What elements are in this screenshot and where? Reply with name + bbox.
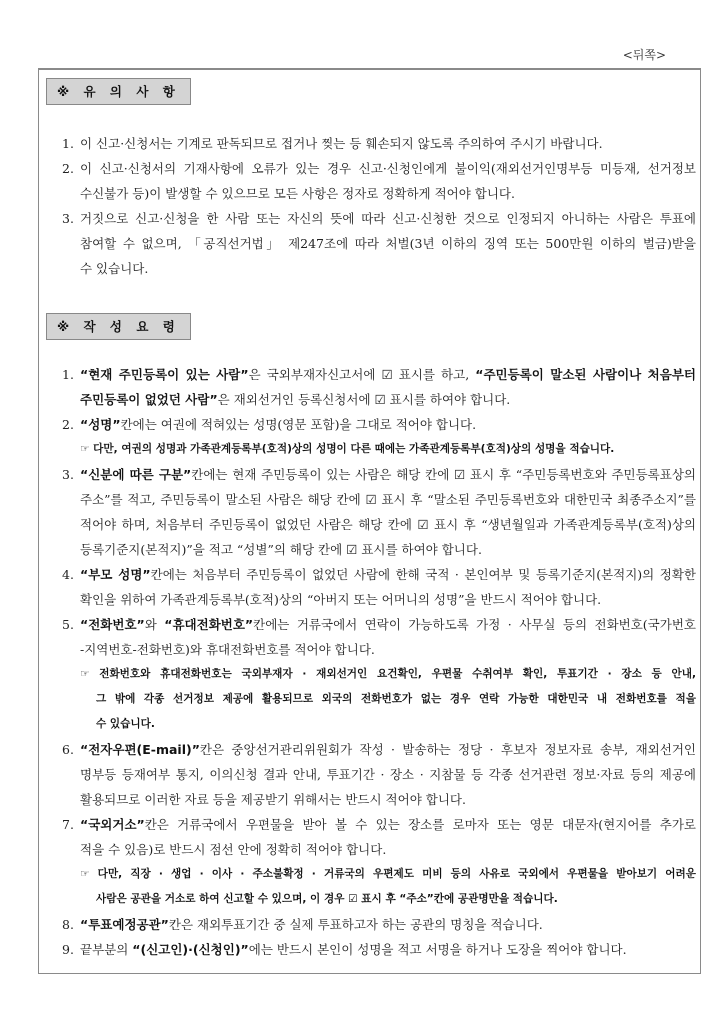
text-line	[80, 637, 696, 662]
note-block	[62, 862, 696, 912]
text-line	[80, 412, 696, 437]
list-item	[62, 937, 696, 962]
list-item	[62, 912, 696, 937]
list-item	[62, 462, 696, 562]
emphasized-text: “성명”	[80, 417, 121, 432]
emphasized-text: 주민등록이 없었던 사람”	[80, 392, 218, 407]
text-segment: 수 있습니다.	[80, 261, 149, 276]
text-line	[80, 737, 696, 762]
emphasized-text: “전자우편(E-mail)”	[80, 742, 200, 757]
text-segment: 칸은 거류국에서 우편물을 받아 볼 수 있는 장소를 로마자 또는 영문 대문자(현지어를 추가로	[144, 817, 696, 832]
item-number: 3.	[62, 467, 74, 482]
item-number: 8.	[62, 917, 74, 932]
list-item	[62, 562, 696, 612]
emphasized-text: “휴대전화번호”	[164, 617, 254, 632]
text-line	[80, 912, 696, 937]
text-segment: 칸에는 여권에 적혀있는 성명(영문 포함)을 그대로 적어야 합니다.	[120, 417, 477, 432]
item-number: 4.	[62, 567, 74, 582]
text-segment: ☞ 다만, 여권의 성명과 가족관계등록부(호적)상의 성명이 다른 때에는 가족관계등록부(호적)상의 성명을 적습니다.	[80, 443, 615, 455]
list-item	[62, 206, 696, 281]
item-number: 3.	[62, 211, 74, 226]
text-segment: 그 밖에 각종 선거정보 제공에 활용되므로 외국의 전화번호가 없는 경우 연락 가능한 대한민국 내 전화번호를 적을	[96, 693, 696, 705]
item-number: 9.	[62, 942, 74, 957]
text-line	[96, 712, 696, 737]
text-segment: 주소”를 적고, 주민등록이 말소된 사람은 해당 칸에 ☑ 표시 후 “말소된 주민등록번호와 대한민국 최종주소지”를	[80, 492, 696, 507]
text-line	[80, 937, 696, 962]
text-segment: 참여할 수 없으며, 「공직선거법」 제247조에 따라 처벌(3년 이하의 징역 또는 500만원 이하의 벌금)받을	[80, 236, 696, 251]
text-segment: 적을 수 있음)로 반드시 점선 안에 정확히 적어야 합니다.	[80, 842, 387, 857]
text-segment: -지역번호-전화번호)와 휴대전화번호를 적어야 합니다.	[80, 642, 375, 657]
text-segment: 활용되므로 이러한 자료 등을 제공받기 위해서는 반드시 적어야 합니다.	[80, 792, 466, 807]
emphasized-text: “부모 성명”	[80, 567, 151, 582]
emphasized-text: “전화번호”	[80, 617, 145, 632]
text-line	[96, 687, 696, 712]
note-block	[62, 437, 696, 462]
text-line	[80, 387, 696, 412]
text-line	[96, 887, 696, 912]
text-segment: 수신불가 등)이 발생할 수 있으므로 모든 사항은 정자로 정확하게 적어야 합니다.	[80, 186, 515, 201]
text-segment: 이 신고·신청서의 기재사항에 오류가 있는 경우 신고·신청인에게 불이익(재외선거인명부등 미등재, 선거정보	[80, 161, 696, 176]
text-line	[80, 362, 696, 387]
text-segment: 에는 반드시 본인이 성명을 적고 서명을 하거나 도장을 찍어야 합니다.	[248, 942, 627, 957]
list-item	[62, 412, 696, 437]
text-segment: 끝부분의	[80, 942, 133, 957]
text-line	[80, 612, 696, 637]
text-segment: 수 있습니다.	[96, 718, 155, 730]
text-line	[80, 512, 696, 537]
note-block	[62, 662, 696, 737]
text-line	[80, 787, 696, 812]
text-segment: 칸에는 거류국에서 연락이 가능하도록 가정 · 사무실 등의 전화번호(국가번호	[253, 617, 696, 632]
text-line	[80, 437, 696, 462]
text-segment: ☞ 다만, 직장 · 생업 · 이사 · 주소불확정 · 거류국의 우편제도 미비 등의 사유로 국외에서 우편물을 받아보기 어려운	[80, 868, 696, 880]
item-number: 7.	[62, 817, 74, 832]
list-item	[62, 131, 696, 156]
emphasized-text: “현재 주민등록이 있는 사람”	[80, 367, 249, 382]
text-segment: 칸은 중앙선거관리위원회가 작성 · 발송하는 정당 · 후보자 정보자료 송부, 재외선거인	[199, 742, 696, 757]
text-segment: 거짓으로 신고·신청을 한 사람 또는 자신의 뜻에 따라 신고·신청한 것으로 인정되지 아니하는 사람은 투표에	[80, 211, 696, 226]
emphasized-text: “신분에 따른 구분”	[80, 467, 192, 482]
emphasized-text: “(신고인)·(신청인)”	[132, 942, 249, 957]
text-segment: 명부등 등재여부 통지, 이의신청 결과 안내, 투표기간 · 장소 · 지참물 등 각종 선거관련 정보·자료 등의 제공에	[80, 767, 696, 782]
text-line	[80, 862, 696, 887]
item-number: 2.	[62, 417, 74, 432]
item-number: 6.	[62, 742, 74, 757]
text-line	[80, 562, 696, 587]
writing-guide-list	[62, 362, 696, 962]
text-segment: 은 재외선거인 등록신청서에 ☑ 표시를 하여야 합니다.	[217, 392, 511, 407]
text-segment: 사람은 공관을 거소로 하여 신고할 수 있으며, 이 경우 ☑ 표시 후 “주소”칸에 공관명만을 적습니다.	[96, 893, 558, 905]
text-segment: 등록기준지(본적지)”을 적고 “성별”의 해당 칸에 ☑ 표시를 하여야 합니다.	[80, 542, 482, 557]
text-line	[80, 181, 696, 206]
text-line	[80, 231, 696, 256]
list-item	[62, 737, 696, 812]
text-line	[80, 206, 696, 231]
text-segment: 칸은 재외투표기간 중 실제 투표하고자 하는 공관의 명칭을 적습니다.	[168, 917, 543, 932]
text-line	[80, 256, 696, 281]
precautions-list	[62, 131, 696, 281]
text-line	[80, 837, 696, 862]
text-segment: 적어야 하며, 처음부터 주민등록이 없었던 사람은 해당 칸에 ☑ 표시 후 “생년월일과 가족관계등록부(호적)상의	[80, 517, 696, 532]
text-segment: 은 국외부재자신고서에 ☑ 표시를 하고,	[248, 367, 476, 382]
text-line	[80, 762, 696, 787]
text-segment: 칸에는 현재 주민등록이 있는 사람은 해당 칸에 ☑ 표시 후 “주민등록번호와 주민등록표상의	[191, 467, 696, 482]
item-number: 1.	[62, 367, 74, 382]
text-line	[80, 662, 696, 687]
text-segment: 확인을 위하여 가족관계등록부(호적)상의 “아버지 또는 어머니의 성명”을 반드시 적어야 합니다.	[80, 592, 602, 607]
text-segment: 칸에는 처음부터 주민등록이 없었던 사람에 한해 국적 · 본인여부 및 등록기준지(본적지)의 정확한	[150, 567, 696, 582]
text-line	[80, 462, 696, 487]
item-number: 1.	[62, 136, 74, 151]
text-line	[80, 131, 696, 156]
text-line	[80, 156, 696, 181]
list-item	[62, 362, 696, 412]
item-number: 5.	[62, 617, 74, 632]
text-line	[80, 812, 696, 837]
text-line	[80, 537, 696, 562]
text-line	[80, 587, 696, 612]
text-line	[80, 487, 696, 512]
list-item	[62, 612, 696, 662]
list-item	[62, 156, 696, 206]
section-heading-writing-guide: ※ 작 성 요 령	[46, 313, 191, 340]
text-segment: 이 신고·신청서는 기계로 판독되므로 접거나 찢는 등 훼손되지 않도록 주의하여 주시기 바랍니다.	[80, 136, 603, 151]
text-segment: 와	[144, 617, 165, 632]
text-segment: ☞ 전화번호와 휴대전화번호는 국외부재자 · 재외선거인 요건확인, 우편물 수취여부 확인, 투표기간 · 장소 등 안내,	[80, 668, 696, 680]
list-item	[62, 812, 696, 862]
emphasized-text: “주민등록이 말소된 사람이나 처음부터	[475, 367, 696, 382]
item-number: 2.	[62, 161, 74, 176]
section-heading-precautions: ※ 유 의 사 항	[46, 78, 191, 105]
emphasized-text: “국외거소”	[80, 817, 145, 832]
emphasized-text: “투표예정공관”	[80, 917, 169, 932]
page-side-label: <뒤쪽>	[622, 48, 666, 62]
